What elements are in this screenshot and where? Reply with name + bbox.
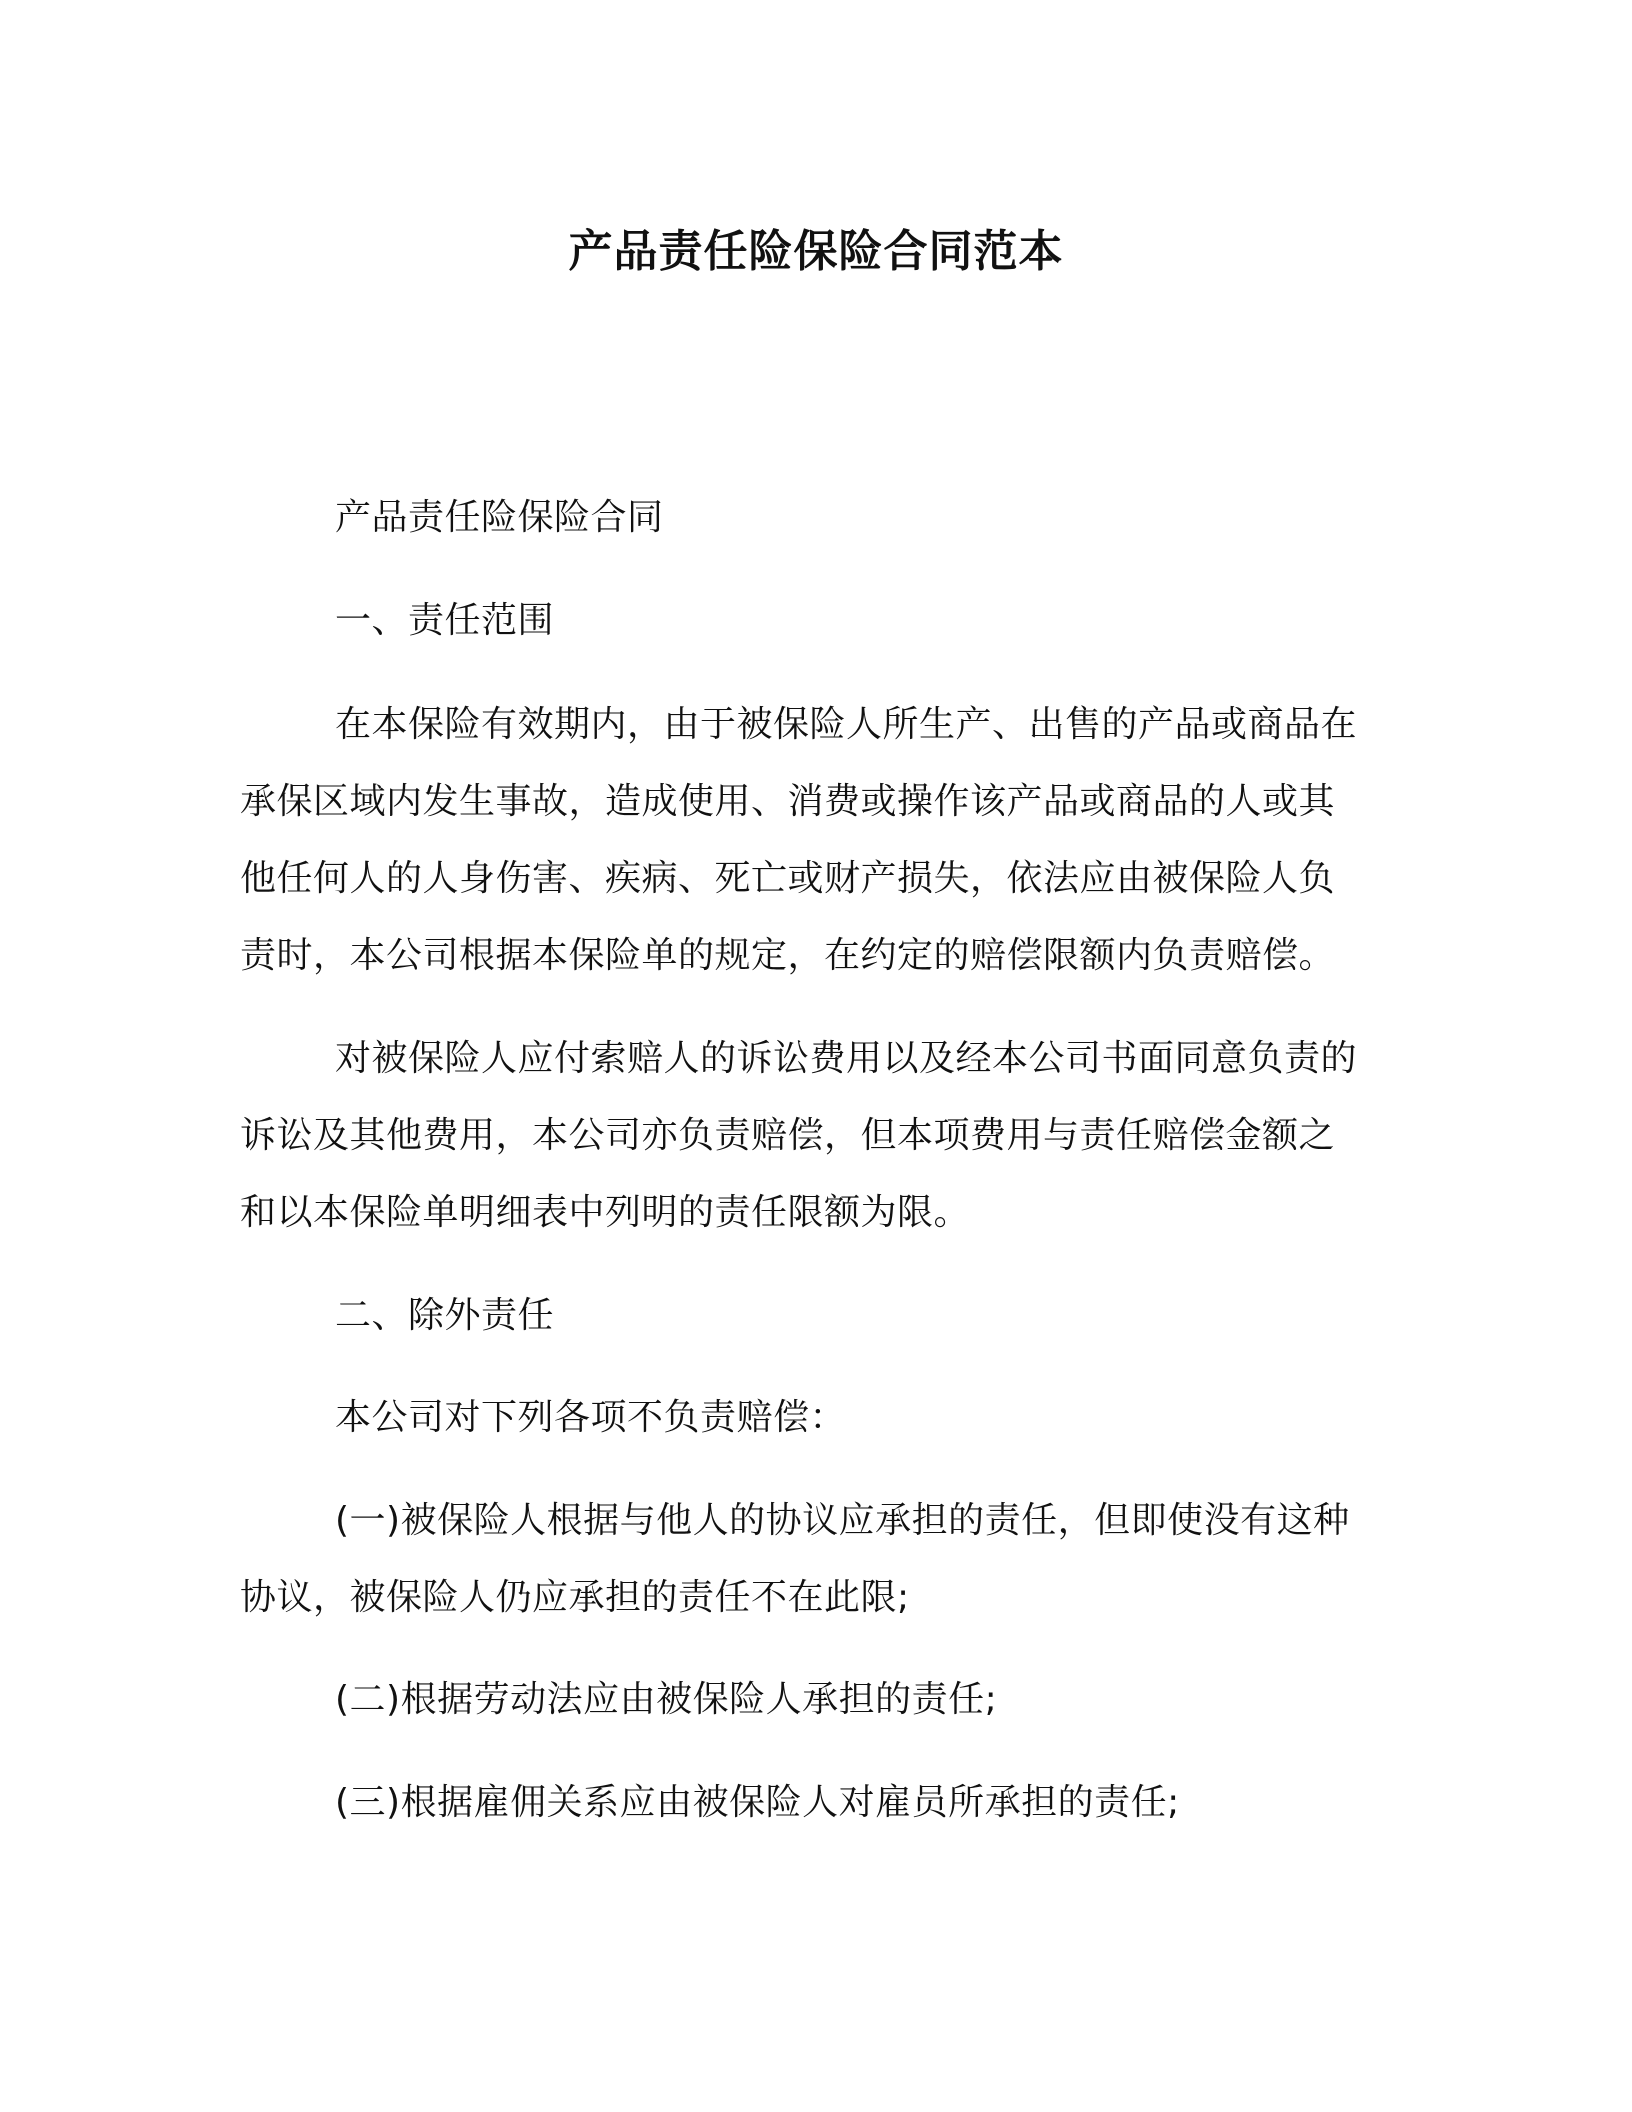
list-item-line: (二)根据劳动法应由被保险人承担的责任; <box>335 1679 998 1720</box>
paragraph-line: 本公司对下列各项不负责赔偿： <box>335 1397 847 1438</box>
paragraph-line: 责时，本公司根据本保险单的规定，在约定的赔偿限额内负责赔偿。 <box>240 935 1336 976</box>
paragraph-line: 和以本保险单明细表中列明的责任限额为限。 <box>240 1192 971 1233</box>
list-item-line: 协议，被保险人仍应承担的责任不在此限; <box>240 1577 910 1618</box>
document-title: 产品责任险保险合同范本 <box>568 226 1064 277</box>
list-item-line: (一)被保险人根据与他人的协议应承担的责任，但即使没有这种 <box>335 1500 1350 1541</box>
paragraph-line: 诉讼及其他费用，本公司亦负责赔偿，但本项费用与责任赔偿金额之 <box>240 1115 1336 1156</box>
paragraph-line: 他任何人的人身伤害、疾病、死亡或财产损失，依法应由被保险人负 <box>240 858 1336 899</box>
paragraph-line: 在本保险有效期内，由于被保险人所生产、出售的产品或商品在 <box>335 704 1358 745</box>
paragraph-line: 对被保险人应付索赔人的诉讼费用以及经本公司书面同意负责的 <box>335 1038 1358 1079</box>
contract-subtitle: 产品责任险保险合同 <box>335 497 664 538</box>
section-heading-exclusions: 二、除外责任 <box>335 1295 555 1336</box>
paragraph-line: 承保区域内发生事故，造成使用、消费或操作该产品或商品的人或其 <box>240 781 1336 822</box>
section-heading-scope: 一、责任范围 <box>335 600 555 641</box>
list-item-line: (三)根据雇佣关系应由被保险人对雇员所承担的责任; <box>335 1782 1180 1823</box>
